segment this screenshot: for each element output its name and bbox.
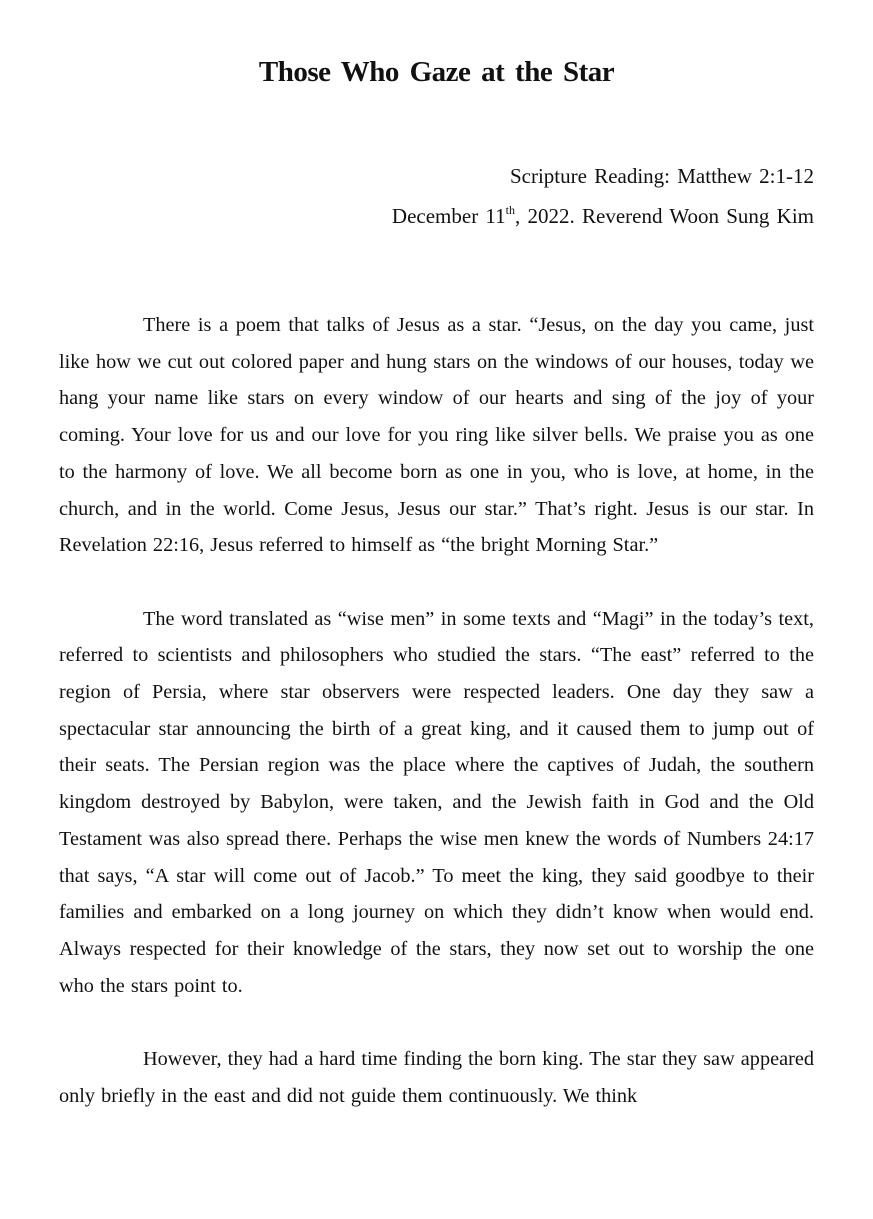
sermon-date-line [392, 196, 814, 236]
sermon-title: Those Who Gaze at the Star [258, 56, 615, 88]
sermon-meta [392, 156, 814, 236]
paragraph: There is a poem that talks of Jesus as a star. “Jesus, on the day you came, just like how we cut out colored paper and hung stars on the windows of our houses, today we hang your name like stars on every window of our hearts and sing of the joy of your coming. Your love for us and our love for you ring like silver bells. We praise you as one to the harmony of love. We all become born as one in you, who is love, at home, in the church, and in the world. Come Jesus, Jesus our star.” That’s right. Jesus is our star. In Revelation 22:16, Jesus referred to himself as “the bright Morning Star.” [59, 314, 814, 557]
paragraph: The word translated as “wise men” in some texts and “Magi” in the today’s text, referred to scientists and philosophers who studied the stars. “The east” referred to the region of Persia, where star observers were respected leaders. One day they saw a spectacular star announcing the birth of a great king, and it caused them to jump out of their seats. The Persian region was the place where the captives of Judah, the southern kingdom destroyed by Babylon, were taken, and the Jewish faith in God and the Old Testament was also spread there. Perhaps the wise men knew the words of Numbers 24:17 that says, “A star will come out of Jacob.” To meet the king, they said goodbye to their families and embarked on a long journey on which they didn’t know when would end. Always respected for their knowledge of the stars, they now set out to worship the one who the stars point to. [59, 607, 814, 997]
date-ordinal-suffix: th [505, 203, 515, 217]
scripture-reading: Scripture Reading: Matthew 2:1-12 [509, 164, 814, 188]
date-and-author: , 2022. Reverend Woon Sung Kim [515, 204, 814, 228]
sermon-body [59, 307, 814, 1151]
date-prefix: December 11 [391, 204, 506, 228]
paragraph: However, they had a hard time finding the born king. The star they saw appeared only briefly in the east and did not guide them continuously. We think [59, 1048, 814, 1107]
